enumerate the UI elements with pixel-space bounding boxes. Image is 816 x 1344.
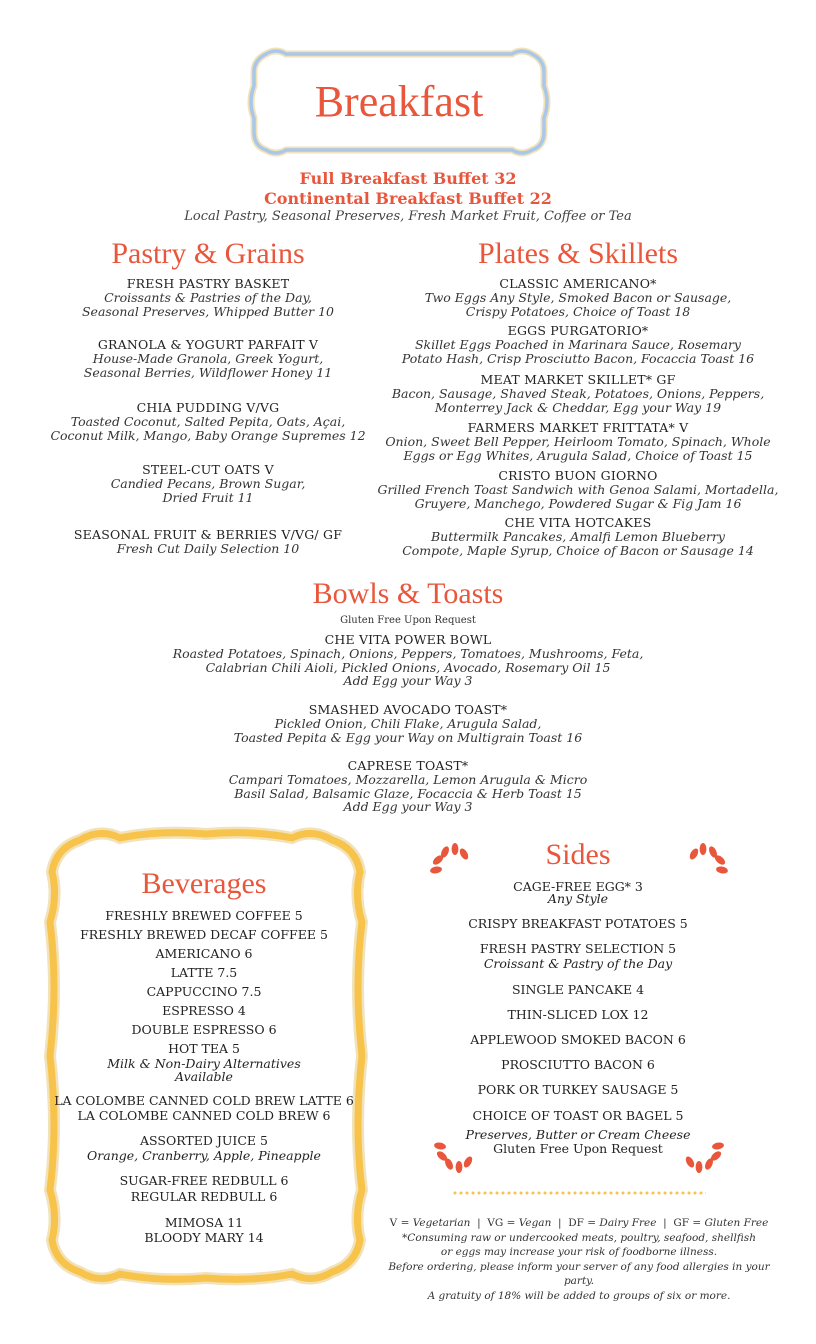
side-item: SINGLE PANCAKE 4 xyxy=(511,982,645,997)
beverage-item: LA COLOMBE CANNED COLD BREW 6 xyxy=(77,1108,331,1123)
footer-line: or eggs may increase your risk of foodborne illness. xyxy=(440,1246,718,1258)
item-desc: Seasonal Preserves, Whipped Butter 10 xyxy=(81,303,335,319)
menu-item xyxy=(150,633,666,688)
beverage-item: HOT TEA 5 xyxy=(168,1041,240,1056)
menu-item xyxy=(40,401,376,442)
item-desc: Coconut Milk, Mango, Baby Orange Supremes 12 xyxy=(50,427,366,443)
beverage-item: ESPRESSO 4 xyxy=(162,1003,246,1018)
item-name: CHE VITA POWER BOWL xyxy=(324,632,492,647)
footer-line: A gratuity of 18% will be added to groups of six or more. xyxy=(427,1289,731,1302)
item-name: CLASSIC AMERICANO* xyxy=(499,276,657,291)
beverage-note: Milk & Non-Dairy Alternatives xyxy=(107,1056,301,1071)
side-item: CRISPY BREAKFAST POTATOES 5 xyxy=(468,916,688,931)
item-desc: Add Egg your Way 3 xyxy=(343,799,473,814)
beverage-item: AMERICANO 6 xyxy=(155,946,253,961)
item-desc: Fresh Cut Daily Selection 10 xyxy=(116,541,300,556)
menu-item xyxy=(58,277,358,318)
item-desc: Onion, Sweet Bell Pepper, Heirloom Tomato, Spinach, Whole xyxy=(385,434,771,449)
item-desc: Seasonal Berries, Wildflower Honey 11 xyxy=(83,364,333,380)
menu-item xyxy=(376,277,780,318)
sides-heading: Sides xyxy=(545,838,611,871)
buffet-continental: Continental Breakfast Buffet 22 xyxy=(264,189,552,208)
item-desc: Bacon, Sausage, Shaved Steak, Potatoes, Onions, Peppers, xyxy=(391,386,765,401)
side-item: PORK OR TURKEY SAUSAGE 5 xyxy=(477,1082,679,1097)
item-name: SEASONAL FRUIT & BERRIES V/VG/ GF xyxy=(73,527,343,542)
side-note: Preserves, Butter or Cream Cheese xyxy=(465,1127,691,1142)
item-desc: Compote, Maple Syrup, Choice of Bacon or Sausage 14 xyxy=(402,542,754,558)
item-desc: Toasted Coconut, Salted Pepita, Oats, Açai, xyxy=(70,414,346,429)
pastry-heading: Pastry & Grains xyxy=(111,237,305,270)
item-name: STEEL-CUT OATS V xyxy=(142,462,274,477)
item-name: MEAT MARKET SKILLET* GF xyxy=(480,372,676,387)
item-name: FRESH PASTRY BASKET xyxy=(126,276,290,291)
dotted-divider xyxy=(452,1191,706,1195)
item-desc: Eggs or Egg Whites, Arugula Salad, Choice of Toast 15 xyxy=(403,447,753,463)
menu-item xyxy=(58,338,358,379)
buffet-note: Local Pastry, Seasonal Preserves, Fresh Market Fruit, Coffee or Tea xyxy=(184,209,632,224)
item-desc: House-Made Granola, Greek Yogurt, xyxy=(92,351,324,366)
item-name: CAPRESE TOAST* xyxy=(347,758,469,773)
item-desc: Pickled Onion, Chili Flake, Arugula Salad, xyxy=(274,716,542,731)
item-desc: Croissants & Pastries of the Day, xyxy=(104,290,312,305)
item-desc: Monterrey Jack & Cheddar, Egg your Way 19 xyxy=(434,399,722,415)
beverage-item: LATTE 7.5 xyxy=(170,965,238,980)
beverages-heading: Beverages xyxy=(141,867,267,900)
side-item: FRESH PASTRY SELECTION 5 xyxy=(479,941,677,956)
item-desc: Campari Tomatoes, Mozzarella, Lemon Arugula & Micro xyxy=(228,772,588,787)
footer-notes xyxy=(384,1216,774,1303)
item-desc: Crispy Potatoes, Choice of Toast 18 xyxy=(465,303,691,319)
side-item: PROSCIUTTO BACON 6 xyxy=(501,1057,655,1072)
beverage-item: DOUBLE ESPRESSO 6 xyxy=(131,1022,277,1037)
item-name: FARMERS MARKET FRITTATA* V xyxy=(467,420,689,435)
menu-item xyxy=(376,373,780,414)
item-desc: Potato Hash, Crisp Prosciutto Bacon, Focaccia Toast 16 xyxy=(401,350,755,366)
item-desc: Grilled French Toast Sandwich with Genoa Salami, Mortadella, xyxy=(377,482,779,497)
side-note: Croissant & Pastry of the Day xyxy=(483,956,673,971)
beverage-item: REGULAR REDBULL 6 xyxy=(130,1189,278,1204)
item-name: GRANOLA & YOGURT PARFAIT V xyxy=(97,337,319,352)
menu-item xyxy=(376,324,780,365)
item-desc: Buttermilk Pancakes, Amalfi Lemon Blueberry xyxy=(431,529,725,544)
item-name: CHE VITA HOTCAKES xyxy=(504,515,652,530)
beverage-item: ASSORTED JUICE 5 xyxy=(140,1133,268,1148)
menu-item xyxy=(376,469,780,510)
bowls-note: Gluten Free Upon Request xyxy=(340,615,476,626)
menu-item xyxy=(58,463,358,504)
item-desc: Calabrian Chili Aioli, Pickled Onions, Avocado, Rosemary Oil 15 xyxy=(205,659,611,675)
menu-item xyxy=(376,421,780,462)
side-item: APPLEWOOD SMOKED BACON 6 xyxy=(470,1032,686,1047)
beverage-item: FRESHLY BREWED COFFEE 5 xyxy=(105,908,303,923)
plates-heading: Plates & Skillets xyxy=(477,237,678,270)
item-name: CRISTO BUON GIORNO xyxy=(498,468,658,483)
menu-item xyxy=(150,703,666,744)
side-note: Gluten Free Upon Request xyxy=(493,1141,663,1156)
item-name: SMASHED AVOCADO TOAST* xyxy=(308,702,508,717)
item-desc: Two Eggs Any Style, Smoked Bacon or Sausage, xyxy=(424,290,732,305)
side-item: THIN-SLICED LOX 12 xyxy=(507,1007,649,1022)
item-desc: Basil Salad, Balsamic Glaze, Focaccia & Herb Toast 15 xyxy=(234,785,582,801)
beverage-item: LA COLOMBE CANNED COLD BREW LATTE 6 xyxy=(54,1093,354,1108)
footer-line: Before ordering, please inform your server of any food allergies in your party. xyxy=(388,1260,770,1287)
beverage-item: MIMOSA 11 xyxy=(164,1215,244,1230)
beverage-note: Orange, Cranberry, Apple, Pineapple xyxy=(87,1148,321,1163)
beverage-item: BLOODY MARY 14 xyxy=(144,1230,264,1245)
item-desc: Toasted Pepita & Egg your Way on Multigrain Toast 16 xyxy=(233,729,583,745)
item-desc: Candied Pecans, Brown Sugar, xyxy=(110,476,306,491)
beverage-item: FRESHLY BREWED DECAF COFFEE 5 xyxy=(80,927,328,942)
item-desc: Add Egg your Way 3 xyxy=(343,673,473,688)
dietary-legend: V = Vegetarian | VG = Vegan | DF = Dairy Free | GF = Gluten Free xyxy=(389,1217,769,1229)
footer-line: *Consuming raw or undercooked meats, poultry, seafood, shellfish xyxy=(402,1231,756,1244)
menu-item xyxy=(376,516,780,557)
item-desc: Skillet Eggs Poached in Marinara Sauce, Rosemary xyxy=(414,337,741,352)
beverage-item: CAPPUCCINO 7.5 xyxy=(146,984,262,999)
buffet-full: Full Breakfast Buffet 32 xyxy=(299,169,517,188)
item-name: CHIA PUDDING V/VG xyxy=(136,400,280,415)
item-name: EGGS PURGATORIO* xyxy=(507,323,649,338)
item-desc: Roasted Potatoes, Spinach, Onions, Peppers, Tomatoes, Mushrooms, Feta, xyxy=(172,646,644,661)
beverage-item: SUGAR-FREE REDBULL 6 xyxy=(119,1173,289,1188)
page-title: Breakfast xyxy=(314,77,484,126)
beverage-note: Available xyxy=(175,1069,233,1084)
menu-item xyxy=(150,759,666,814)
side-item: CAGE-FREE EGG* 3 xyxy=(513,879,643,894)
menu-item xyxy=(58,528,358,556)
bowls-heading: Bowls & Toasts xyxy=(312,577,504,610)
item-desc: Dried Fruit 11 xyxy=(162,489,254,505)
side-item: CHOICE OF TOAST OR BAGEL 5 xyxy=(472,1108,684,1123)
side-note: Any Style xyxy=(547,891,609,906)
item-desc: Gruyere, Manchego, Powdered Sugar & Fig Jam 16 xyxy=(414,495,742,511)
